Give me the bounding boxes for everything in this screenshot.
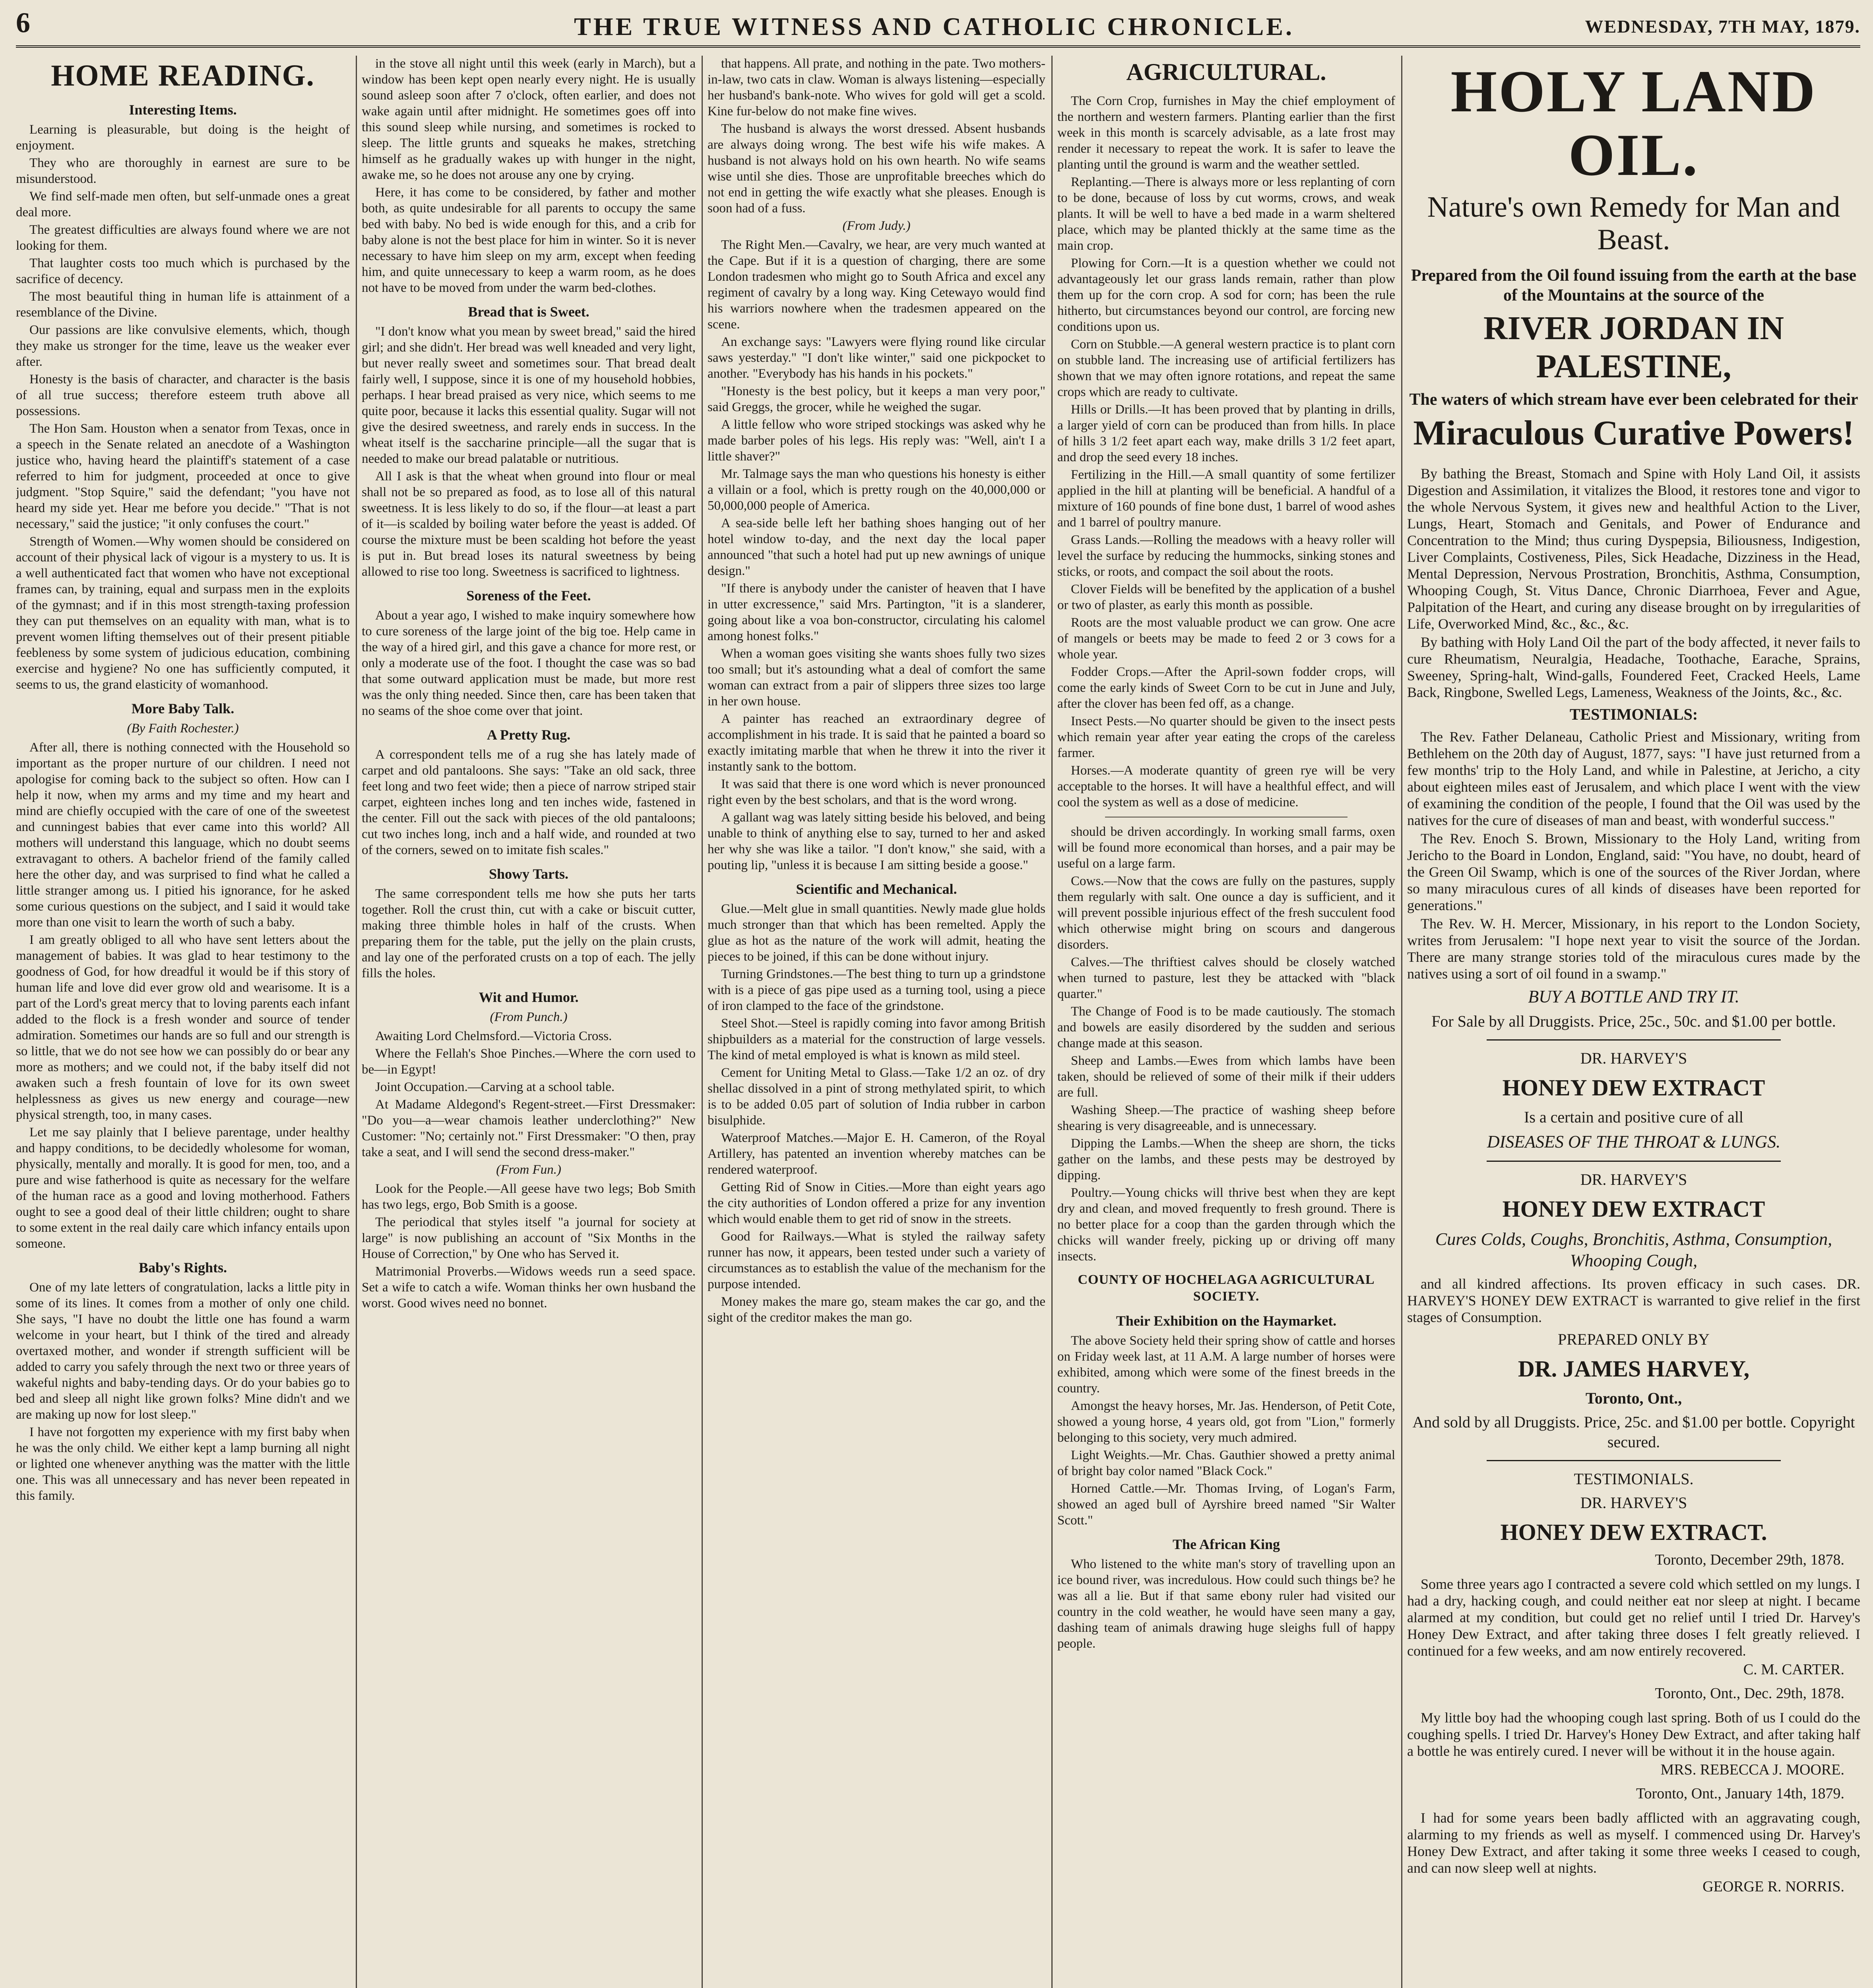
paragraph: Glue.—Melt glue in small quantities. Newly made glue holds much stronger than that which has been remelted. Apply the glue as hot as the nature of the work will admit, heating the pieces to be joined, if this can be done without injury. bbox=[708, 902, 1045, 964]
ad-text: Prepared from the Oil found issuing from the earth at the base of the Mountains at the source of the bbox=[1411, 266, 1857, 305]
divider bbox=[1487, 1460, 1781, 1461]
paragraph: Grass Lands.—Rolling the meadows with a heavy roller will level the surface by reducing the hummocks, sinking stones and sticks, or roots, and compact the soil about the roots. bbox=[1057, 533, 1395, 579]
byline: (By Faith Rochester.) bbox=[127, 721, 239, 736]
paragraph: Mr. Talmage says the man who questions his honesty is either a villain or a fool, which is pretty rough on the 40,000,000 or 50,000,000 people of America. bbox=[708, 467, 1045, 513]
column-three bbox=[708, 56, 1045, 1988]
subheading: Their Exhibition on the Haymarket. bbox=[1116, 1313, 1337, 1329]
paragraph: One of my late letters of congratulation, lacks a little pity in some of its lines. It comes from a mother of only one child. She says, "I have no doubt the little one has found a warm welcome in your heart, but I think of the tired and already overtaxed mother, and wonder if strength sufficient will be added to carry you safely through the next two or three years of wakeful nights and baby-tending days. Or do your babies go to bed and sleep all night like grown folks? Mine didn't and we are making up now for lost sleep." bbox=[16, 1280, 350, 1422]
divider bbox=[1487, 1039, 1781, 1041]
source-credit: (From Fun.) bbox=[496, 1163, 561, 1177]
paragraph: After all, there is nothing connected with the Household so important as the proper nurture of our children. I need not apologise for coming back to the subject so often. How can I help it now, when my arms and my time and my heart and mind are chiefly occupied with the care of one of the sweetest and cunningest babies that ever came into this world? All mothers will understand this language, which no doubt seems extravagant to others. A bachelor friend of the family called here the other day, and was surprised to find what he called a little stranger among us. I pitied his ignorance, for he asked some curious questions on the subject, and I said it would take more than one visit to learn the worth of such a baby. bbox=[16, 740, 350, 930]
paragraph: The most beautiful thing in human life is attainment of a resemblance of the Divine. bbox=[16, 289, 350, 320]
paragraph: The same correspondent tells me how she puts her tarts together. Roll the crust thin, cut with a cake or biscuit cutter, making three thimble holes in half of the crusts. When preparing them for the table, put the jelly on the plain crusts, and lay one of the perforated crusts on a top of each. The jelly fills the holes. bbox=[362, 887, 696, 980]
letter-signature: C. M. CARTER. bbox=[1743, 1661, 1844, 1678]
paragraph: Strength of Women.—Why women should be considered on account of their physical lack of vigour is a mystery to us. It is a well authenticated fact that women who have not exceptional frames can, by training, equal and surpass men in the exploits of the gymnast; and if in this most strength-taxing profession they can put themselves on an equality with man, what is to prevent women lifting themselves out of their present pitiable feebleness by some system of judicious education, combining exercise and hygiene? No one has sufficiently computed, it seems to us, the grand elasticity of womanhood. bbox=[16, 534, 350, 692]
paragraph: Where the Fellah's Shoe Pinches.—Where the corn used to be—in Egypt! bbox=[362, 1046, 696, 1077]
paragraph: Light Weights.—Mr. Chas. Gauthier showed a pretty animal of bright bay color named "Black Cock." bbox=[1057, 1448, 1395, 1478]
ad-price: For Sale by all Druggists. Price, 25c., 50c. and $1.00 per bottle. bbox=[1431, 1012, 1836, 1030]
ad-paragraph: I had for some years been badly afflicted with an aggravating cough, alarming to my friends as well as myself. I commenced using Dr. Harvey's Honey Dew Extract, and after taking it some three weeks I ceased to cough, and can now sleep well at nights. bbox=[1407, 1810, 1860, 1876]
divider bbox=[1487, 1161, 1781, 1162]
column-two bbox=[362, 56, 696, 1988]
subheading: COUNTY OF HOCHELAGA AGRICULTURAL SOCIETY. bbox=[1078, 1272, 1375, 1304]
issue-date: WEDNESDAY, 7TH MAY, 1879. bbox=[1585, 16, 1860, 37]
paragraph: A little fellow who wore striped stockings was asked why he made barber poles of his legs. His reply was: "Well, ain't I a little shaver?" bbox=[708, 417, 1045, 464]
advertisement-column bbox=[1407, 56, 1860, 1988]
paragraph: I am greatly obliged to all who have sent letters about the management of babies. It was glad to hear testimony to the goodness of God, for how dreadful it would be if this story of human life and love did ever grow old and wearisome. It is a part of the Lord's great mercy that to loving parents each infant added to the flock is a fresh wonder and source of tender admiration. Sometimes our hands are so full and our strength is so little, that we do not see how we can possibly do or bear any more as mothers; and we could not, if the baby itself did not awaken such a fresh fountain of love for its own sweet helplessness as gives us new energy and courage—new physical strength, too, in many cases. bbox=[16, 933, 350, 1122]
ad-paragraph: The Rev. Father Delaneau, Catholic Priest and Missionary, writing from Bethlehem on the 20th day of August, 1877, says: "I have just returned from a few months' trip to the Holy Land, and while in Palestine, at Jericho, a city about eighteen miles east of Jerusalem, and which place I went with the view of examining the condition of the people, I found that the Oil was used by the natives for the cure of diseases of man and beast, with wonderful success." bbox=[1407, 729, 1860, 828]
paragraph: Let me say plainly that I believe parentage, under healthy and happy conditions, to be decidedly wholesome for woman, physically, mentally and morally. It is good for men, too, and a pure and wise fatherhood is quite as necessary for the welfare of the human race as a good and loving motherhood. Fathers ought to see a good deal of their little children; ought to share to some extent in the real daily care which infancy entails upon someone. bbox=[16, 1125, 350, 1251]
ad-paragraph: and all kindred affections. Its proven efficacy in such cases. DR. HARVEY'S HONEY DEW EXTRACT is warranted to give relief in the first stages of Consumption. bbox=[1407, 1276, 1860, 1325]
paragraph: Roots are the most valuable product we can grow. One acre of mangels or beets may be made to feed 2 or 3 cows for a whole year. bbox=[1057, 615, 1395, 662]
ad-paragraph: Some three years ago I contracted a severe cold which settled on my lungs. I had a dry, hacking cough, and could neither eat nor sleep at night. I became alarmed at my condition, but could get no relief until I tried Dr. Harvey's Honey Dew Extract, and after taking three doses I felt greatly relieved. I continued for a few weeks, and am now entirely recovered. bbox=[1407, 1576, 1860, 1659]
paragraph: The greatest difficulties are always found where we are not looking for them. bbox=[16, 223, 350, 253]
ad-label: DR. HARVEY'S bbox=[1580, 1171, 1687, 1188]
paragraph: should be driven accordingly. In working small farms, oxen will be found more economical than horses, and a pair may be useful on a large farm. bbox=[1057, 825, 1395, 871]
paragraph: Who listened to the white man's story of travelling upon an ice bound river, was incredulous. How could such things be? he was all a lie. But if that same ebony ruler had visited our country in the cold weather, he would have seen many a gay, dashing team of animals drawing huge sleighs full of happy people. bbox=[1057, 1557, 1395, 1651]
section-heading: HOME READING. bbox=[51, 59, 315, 92]
ad-subtitle: Nature's own Remedy for Man and Beast. bbox=[1427, 191, 1840, 256]
ad-label: PREPARED ONLY BY bbox=[1558, 1330, 1710, 1348]
paragraph: An exchange says: "Lawyers were flying round like circular saws yesterday." "I don't like winter," said one pickpocket to another. "Everybody has his hands in his pockets." bbox=[708, 335, 1045, 381]
paragraph: Cement for Uniting Metal to Glass.—Take 1/2 an oz. of dry shellac dissolved in a pint of strong methylated spirit, to which is to be added 0.05 part of solution of India rubber in carbon bisulphide. bbox=[708, 1066, 1045, 1128]
ad-callout: DISEASES OF THE THROAT & LUNGS. bbox=[1487, 1132, 1781, 1151]
paragraph: Turning Grindstones.—The best thing to turn up a grindstone with is a piece of gas pipe used as a turning tool, using a piece of iron clamped to the face of the grindstone. bbox=[708, 967, 1045, 1013]
column-agricultural bbox=[1057, 56, 1395, 1988]
paragraph: Awaiting Lord Chelmsford.—Victoria Cross. bbox=[375, 1029, 612, 1043]
paragraph: Poultry.—Young chicks will thrive best when they are kept dry and clean, and moved frequently to fresh ground. There is no better place for a coop than the garden through which the chicks will wander freely, picking up or driving off many insects. bbox=[1057, 1186, 1395, 1264]
paragraph: Horned Cattle.—Mr. Thomas Irving, of Logan's Farm, showed an aged bull of Ayrshire breed named "Sir Walter Scott." bbox=[1057, 1481, 1395, 1528]
ad-heading: RIVER JORDAN IN PALESTINE, bbox=[1483, 310, 1784, 385]
paragraph: The Hon Sam. Houston when a senator from Texas, once in a speech in the Senate related an anecdote of a Washington justice who, having heard the plaintiff's statement of a case referred to him for judgment, proceeded at once to give judgment. "Stop Squire," said the defendant; "you have not heard my side yet. Hear me before you decide." "That is not necessary," said the justice; "it only confuses the court." bbox=[16, 421, 350, 531]
column-divider bbox=[1051, 56, 1053, 1988]
subheading: More Baby Talk. bbox=[131, 701, 235, 716]
ad-title: HOLY LAND OIL. bbox=[1450, 58, 1817, 188]
ad-label: DR. HARVEY'S bbox=[1580, 1494, 1687, 1512]
masthead-rule bbox=[16, 45, 1860, 48]
ad-product-name: HONEY DEW EXTRACT bbox=[1502, 1075, 1765, 1101]
subheading: Showy Tarts. bbox=[489, 866, 569, 882]
ad-paragraph: The Rev. Enoch S. Brown, Missionary to the Holy Land, writing from Jericho to the Board in London, England, said: "You have, no doubt, heard of the Green Oil Swamp, which is one of the sources of the River Jordan, where so many miraculous cures of all kinds of diseases have been reported for generations." bbox=[1407, 831, 1860, 913]
paragraph: The periodical that styles itself "a journal for society at large" is now publishing an account of "Six Months in the House of Correction," by One who has Served it. bbox=[362, 1215, 696, 1261]
subheading: Interesting Items. bbox=[129, 102, 237, 118]
paragraph: "If there is anybody under the canister of heaven that I have in utter excressence," said Mrs. Partington, "it is a slanderer, going about like a voa bon-constructor, circulating his calomel among honest folks." bbox=[708, 581, 1045, 643]
paragraph: Getting Rid of Snow in Cities.—More than eight years ago the city authorities of London offered a prize for any invention which would enable them to get rid of snow in the streets. bbox=[708, 1180, 1045, 1226]
paragraph: Plowing for Corn.—It is a question whether we could not advantageously let our grass lands remain, rather than plow them up for the corn crop. A sod for corn; has been the rule hitherto, but circumstances beyond our control, are forcing new conditions upon us. bbox=[1057, 256, 1395, 334]
ad-callout: BUY A BOTTLE AND TRY IT. bbox=[1528, 987, 1739, 1006]
paragraph: That laughter costs too much which is purchased by the sacrifice of decency. bbox=[16, 256, 350, 286]
letter-place: Toronto, Ont., January 14th, 1879. bbox=[1636, 1785, 1844, 1802]
ad-product-name: HONEY DEW EXTRACT bbox=[1502, 1196, 1765, 1222]
paragraph: Fodder Crops.—After the April-sown fodder crops, will come the early kinds of Sweet Corn to be cut in June and July, after the clover has been fed off, as a change. bbox=[1057, 665, 1395, 711]
paragraph: Washing Sheep.—The practice of washing sheep before shearing is very disagreeable, and is unnecessary. bbox=[1057, 1103, 1395, 1133]
ad-paragraph: The Rev. W. H. Mercer, Missionary, in his report to the London Society, writes from Jerusalem: "I hope next year to visit the source of the Jordan. There are many strange stories told of the miraculous cures made by the natives using a sort of oil found in a swamp." bbox=[1407, 916, 1860, 982]
paragraph: Good for Railways.—What is styled the railway safety runner has now, it appears, been tested under such a variety of circumstances as to establish the value of the mechanism for the purpose intended. bbox=[708, 1229, 1045, 1291]
paragraph: Matrimonial Proverbs.—Widows weeds run a seed space. Set a wife to catch a wife. Woman thinks her own husband the worst. Good wives need no bonnet. bbox=[362, 1264, 696, 1310]
paragraph: Amongst the heavy horses, Mr. Jas. Henderson, of Petit Cote, showed a young horse, 4 years old, got from "Lion," formerly belonging to this society, very much admired. bbox=[1057, 1399, 1395, 1445]
page-number: 6 bbox=[16, 7, 30, 39]
paragraph: Honesty is the basis of character, and character is the basis of all true success; therefore esteem truth above all possessions. bbox=[16, 372, 350, 418]
ad-text: The waters of which stream have ever been celebrated for their bbox=[1409, 390, 1858, 409]
paragraph: Insect Pests.—No quarter should be given to the insect pests which remain year after year eating the crops of the careless farmer. bbox=[1057, 714, 1395, 760]
newspaper-title: THE TRUE WITNESS AND CATHOLIC CHRONICLE. bbox=[574, 12, 1294, 41]
paragraph: About a year ago, I wished to make inquiry somewhere how to cure soreness of the large joint of the big toe. Help came in the way of a hired girl, and this gave a chance for more rest, or only a moderate use of the foot. I thought the case was so bad that some outward application must be made, but more rest was the only thing needed. Since then, care has been taken that no seams of the shoe come over that joint. bbox=[362, 608, 696, 718]
ad-label: TESTIMONIALS. bbox=[1574, 1470, 1694, 1488]
paragraph: A painter has reached an extraordinary degree of accomplishment in his trade. It is said that he painted a board so exactly imitating marble that when he threw it into the river it instantly sank to the bottom. bbox=[708, 712, 1045, 774]
paragraph: Horses.—A moderate quantity of green rye will be very acceptable to the horses. It will have a healthful effect, and will cool the system as well as a dose of medicine. bbox=[1057, 763, 1395, 810]
paragraph: Learning is pleasurable, but doing is the height of enjoyment. bbox=[16, 122, 350, 153]
subheading: Bread that is Sweet. bbox=[468, 304, 589, 320]
paragraph: The above Society held their spring show of cattle and horses on Friday week last, at 11 A.M. A large number of horses were exhibited, among which were some of the finest breeds in the country. bbox=[1057, 1334, 1395, 1396]
paragraph: Look for the People.—All geese have two legs; Bob Smith has two legs, ergo, Bob Smith is a goose. bbox=[362, 1182, 696, 1212]
paragraph: They who are thoroughly in earnest are sure to be misunderstood. bbox=[16, 156, 350, 186]
paragraph: Corn on Stubble.—A general western practice is to plant corn on stubble land. The increasing use of artificial fertilizers has shown that we may often ignore rotations, and repeat the same crops which are ready to cultivate. bbox=[1057, 337, 1395, 399]
paragraph: All I ask is that the wheat when ground into flour or meal shall not be so prepared as food, as to lose all of this natural sweetness. It is less likely to do so, if the flour—at least a part of it—is scalded by boiling water before the yeast is added. Of course the mixture must be been scalding hot before the yeast is put in. But bread loses its natural sweetness by being allowed to rise too long. Sweetness is sacrificed to lightness. bbox=[362, 469, 696, 579]
paragraph: "Honesty is the best policy, but it keeps a man very poor," said Greggs, the grocer, while he weighed the sugar. bbox=[708, 384, 1045, 414]
ad-text: Is a certain and positive cure of all bbox=[1524, 1108, 1743, 1126]
source-credit: (From Judy.) bbox=[842, 219, 911, 233]
masthead bbox=[16, 4, 1860, 48]
paragraph: Dipping the Lambs.—When the sheep are shorn, the ticks gather on the lambs, and these pests may be destroyed by dipping. bbox=[1057, 1136, 1395, 1182]
paragraph: Sheep and Lambs.—Ewes from which lambs have been taken, should be relieved of some of their milk if their udders are full. bbox=[1057, 1054, 1395, 1100]
ad-product-name: HONEY DEW EXTRACT. bbox=[1500, 1519, 1767, 1545]
paragraph: A sea-side belle left her bathing shoes hanging out of her hotel window to-day, and the next day the local paper announced "that such a hotel had put up new awnings of unique design." bbox=[708, 516, 1045, 578]
paragraph: Hills or Drills.—It has been proved that by planting in drills, a larger yield of corn can be produced than from hills. In place of hills 3 1/2 feet apart each way, make drills 3 1/2 feet apart, and drop the seed every 18 inches. bbox=[1057, 402, 1395, 464]
paragraph: Steel Shot.—Steel is rapidly coming into favor among British shipbuilders as a material for the construction of large vessels. The kind of metal employed is what is known as mild steel. bbox=[708, 1016, 1045, 1062]
letter-signature: GEORGE R. NORRIS. bbox=[1702, 1878, 1844, 1895]
letter-signature: MRS. REBECCA J. MOORE. bbox=[1660, 1761, 1844, 1778]
ad-paragraph: My little boy had the whooping cough last spring. Both of us I could do the coughing spells. I tried Dr. Harvey's Honey Dew Extract, and after taking half a bottle he was entirely cured. I never will be without it in the house again. bbox=[1407, 1710, 1860, 1759]
paragraph: Replanting.—There is always more or less replanting of corn to be done, because of loss by cut worms, crows, and weak plants. It will be well to have a bed made in a warm sheltered place, which may be planted thickly at the same time as the main crop. bbox=[1057, 175, 1395, 253]
paragraph: We find self-made men often, but self-unmade ones a great deal more. bbox=[16, 189, 350, 219]
ad-label: DR. HARVEY'S bbox=[1580, 1049, 1687, 1067]
ad-heading: Miraculous Curative Powers! bbox=[1413, 414, 1854, 452]
paragraph: that happens. All prate, and nothing in the pate. Two mothers-in-law, two cats in claw. Woman is always listening—especially her husband's bank-note. Who wives for gold will get a scold. Kine fur-below do not make fine wives. bbox=[708, 56, 1045, 118]
ad-location: Toronto, Ont., bbox=[1585, 1389, 1682, 1407]
paragraph: Joint Occupation.—Carving at a school table. bbox=[375, 1080, 615, 1094]
paragraph: I have not forgotten my experience with my first baby when he was the only child. We either kept a lamp burning all night or lighted one whenever anything was the matter with the little one. This was all unnecessary and has never been repeated in this family. bbox=[16, 1425, 350, 1503]
paragraph: The Corn Crop, furnishes in May the chief employment of the northern and western farmers. Planting earlier than the first week in this month is scarcely advisable, as a late frost may render it necessary to repeat the work. It is safer to leave the planting until the ground is warm and the weather settled. bbox=[1057, 94, 1395, 172]
column-divider bbox=[356, 56, 357, 1988]
subheading: The African King bbox=[1172, 1536, 1280, 1552]
column-divider bbox=[702, 56, 703, 1988]
paragraph: Here, it has come to be considered, by father and mother both, as quite undesirable for all parents to occupy the same bed with baby. No bed is wide enough for this, and a crib for baby alone is not the best place for him in winter. So it is never necessary to have him sleep on my arm, except when feeding him, and quite unnecessary to keep a warm room, as he does not have to be moved from under the warm bed-clothes. bbox=[362, 185, 696, 295]
subheading: Soreness of the Feet. bbox=[466, 588, 591, 604]
paragraph: Fertilizing in the Hill.—A small quantity of some fertilizer applied in the hill at planting will be beneficial. A handful of a mixture of 160 pounds of fine bone dust, 1 barrel of wood ashes and 1 barrel of poultry manure. bbox=[1057, 468, 1395, 530]
paragraph: A gallant wag was lately sitting beside his beloved, and being unable to think of anything else to say, turned to her and asked her why she was like a tailor. "I don't know," she said, with a pouting lip, "unless it is because I am sitting beside a goose." bbox=[708, 810, 1045, 872]
paragraph: Clover Fields will be benefited by the application of a bushel or two of plaster, as early this month as possible. bbox=[1057, 582, 1395, 612]
paragraph: Our passions are like convulsive elements, which, though they make us stronger for the time, leave us the weaker ever after. bbox=[16, 323, 350, 369]
ad-maker: DR. JAMES HARVEY, bbox=[1518, 1356, 1750, 1382]
paragraph: It was said that there is one word which is never pronounced right even by the best scholars, and that is the word wrong. bbox=[708, 777, 1045, 807]
paragraph: When a woman goes visiting she wants shoes fully two sizes too small; but it's astounding what a deal of comfort the same woman can extract from a pair of slippers three sizes too large in her own house. bbox=[708, 646, 1045, 709]
letter-place: Toronto, Ont., Dec. 29th, 1878. bbox=[1655, 1685, 1844, 1702]
ad-label: TESTIMONIALS: bbox=[1569, 705, 1698, 723]
paragraph: Waterproof Matches.—Major E. H. Cameron, of the Royal Artillery, has patented an invention whereby matches can be rendered waterproof. bbox=[708, 1131, 1045, 1177]
paragraph: Money makes the mare go, steam makes the car go, and the sight of the creditor makes the man go. bbox=[708, 1295, 1045, 1325]
paragraph: At Madame Aldegond's Regent-street.—First Dressmaker: "Do you—a—wear chamois leather underclothing?" New Customer: "No; certainly not." First Dressmaker: "O then, pray take a seat, and I will send the second dress-maker." bbox=[362, 1097, 696, 1159]
ad-text: And sold by all Druggists. Price, 25c. and $1.00 per bottle. Copyright secured. bbox=[1412, 1413, 1855, 1451]
section-heading: AGRICULTURAL. bbox=[1126, 59, 1326, 85]
ad-paragraph: By bathing with Holy Land Oil the part of the body affected, it never fails to cure Rheumatism, Neuralgia, Headache, Toothache, Earache, Sprains, Sweeney, Spring-halt, Wind-galls, Foundered Feet, Cracked Heels, Lame Back, Ringbone, Swelled Legs, Lameness, Weakness of the Joints, &c., &c. bbox=[1407, 634, 1860, 700]
paragraph: The husband is always the worst dressed. Absent husbands are always doing wrong. The best wife his wife makes. A husband is not always hold on his own hearth. No wife seams wise until she dies. Those are unprofitable breeches which do not end in getting the wife exactly what she pleases. Enough is soon had of a fuss. bbox=[708, 122, 1045, 215]
source-credit: (From Punch.) bbox=[490, 1010, 568, 1024]
paragraph: The Right Men.—Cavalry, we hear, are very much wanted at the Cape. But if it is a question of charging, there are some London tradesmen who might go to South Africa and excel any regiment of cavalry by a long way. King Cetewayo would find his warriors nowhere when the tradesmen appeared on the scene. bbox=[708, 238, 1045, 332]
ad-text: Cures Colds, Coughs, Bronchitis, Asthma, Consumption, Whooping Cough, bbox=[1435, 1229, 1832, 1270]
ad-paragraph: By bathing the Breast, Stomach and Spine with Holy Land Oil, it assists Digestion and Assimilation, it vitalizes the Blood, it restores tone and vigor to the whole Nervous System, it gives new and healthful Action to the Liver, Lungs, Heart, Stomach and Genitals, and Power of Endurance and Concentration to the Mind; thus curing Dyspepsia, Biliousness, Indigestion, Liver Complaints, Costiveness, Piles, Sick Headache, Dizziness in the Head, Mental Depression, Nervous Prostration, Bronchitis, Asthma, Consumption, Whooping Cough, St. Vitus Dance, Chronic Diarrhoea, Fever and Ague, Palpitation of the Heart, and curing any disease brought on by irregularities of Life, Overworked Mind, &c., &c., &c. bbox=[1407, 466, 1860, 632]
paragraph: The Change of Food is to be made cautiously. The stomach and bowels are easily disordered by the sudden and serious change made at this season. bbox=[1057, 1004, 1395, 1050]
column-home-reading bbox=[16, 56, 350, 1988]
paragraph: Calves.—The thriftiest calves should be closely watched when turned to pasture, lest they be attacked with "black quarter." bbox=[1057, 955, 1395, 1001]
letter-place: Toronto, December 29th, 1878. bbox=[1655, 1551, 1844, 1568]
paragraph: Cows.—Now that the cows are fully on the pastures, supply them regularly with salt. One ounce a day is sufficient, and it will prevent possible injurious effect of the fresh succulent food which otherwise might bring on scours and dangerous disorders. bbox=[1057, 874, 1395, 952]
paragraph: in the stove all night until this week (early in March), but a window has been kept open nearly every night. He is usually sound asleep soon after 7 o'clock, often earlier, and does not wake again until after midnight. He sometimes goes off into this sound sleep while nursing, and sometimes is rocked to sleep. The little grunts and squeaks he makes, stretching himself as he gradually wakes up with hunger in the night, awake me, so he does not arouse any one by crying. bbox=[362, 56, 696, 182]
paragraph: A correspondent tells me of a rug she has lately made of carpet and old pantaloons. She says: "Take an old sack, three feet long and two feet wide; then a piece of narrow striped stair carpet, eighteen inches long and ten inches wide, fastened in the center. Fill out the sack with pieces of the old pantaloons; cut two inches long, inch and a half wide, and rounded at two of the corners, sewed on to imitate fish scales." bbox=[362, 747, 696, 857]
subheading: A Pretty Rug. bbox=[487, 727, 571, 743]
subheading: Wit and Humor. bbox=[479, 989, 579, 1005]
subheading: Baby's Rights. bbox=[138, 1260, 227, 1276]
column-divider bbox=[1401, 56, 1402, 1988]
subheading: Scientific and Mechanical. bbox=[796, 881, 957, 897]
paragraph: "I don't know what you mean by sweet bread," said the hired girl; and she didn't. Her bread was well kneaded and very light, but never really sweet and sometimes sour. That bread dealt fairly well, I suppose, since it is one of my household hobbies, perhaps. I hear bread praised as very nice, which seems to me quite poor, because it lacks this essential quality. Sugar will not give the desired sweetness, and rarely ends in success. In the wheat itself is the saccharine principle—all the sugar that is needed to make our bread palatable or nutritious. bbox=[362, 324, 696, 466]
